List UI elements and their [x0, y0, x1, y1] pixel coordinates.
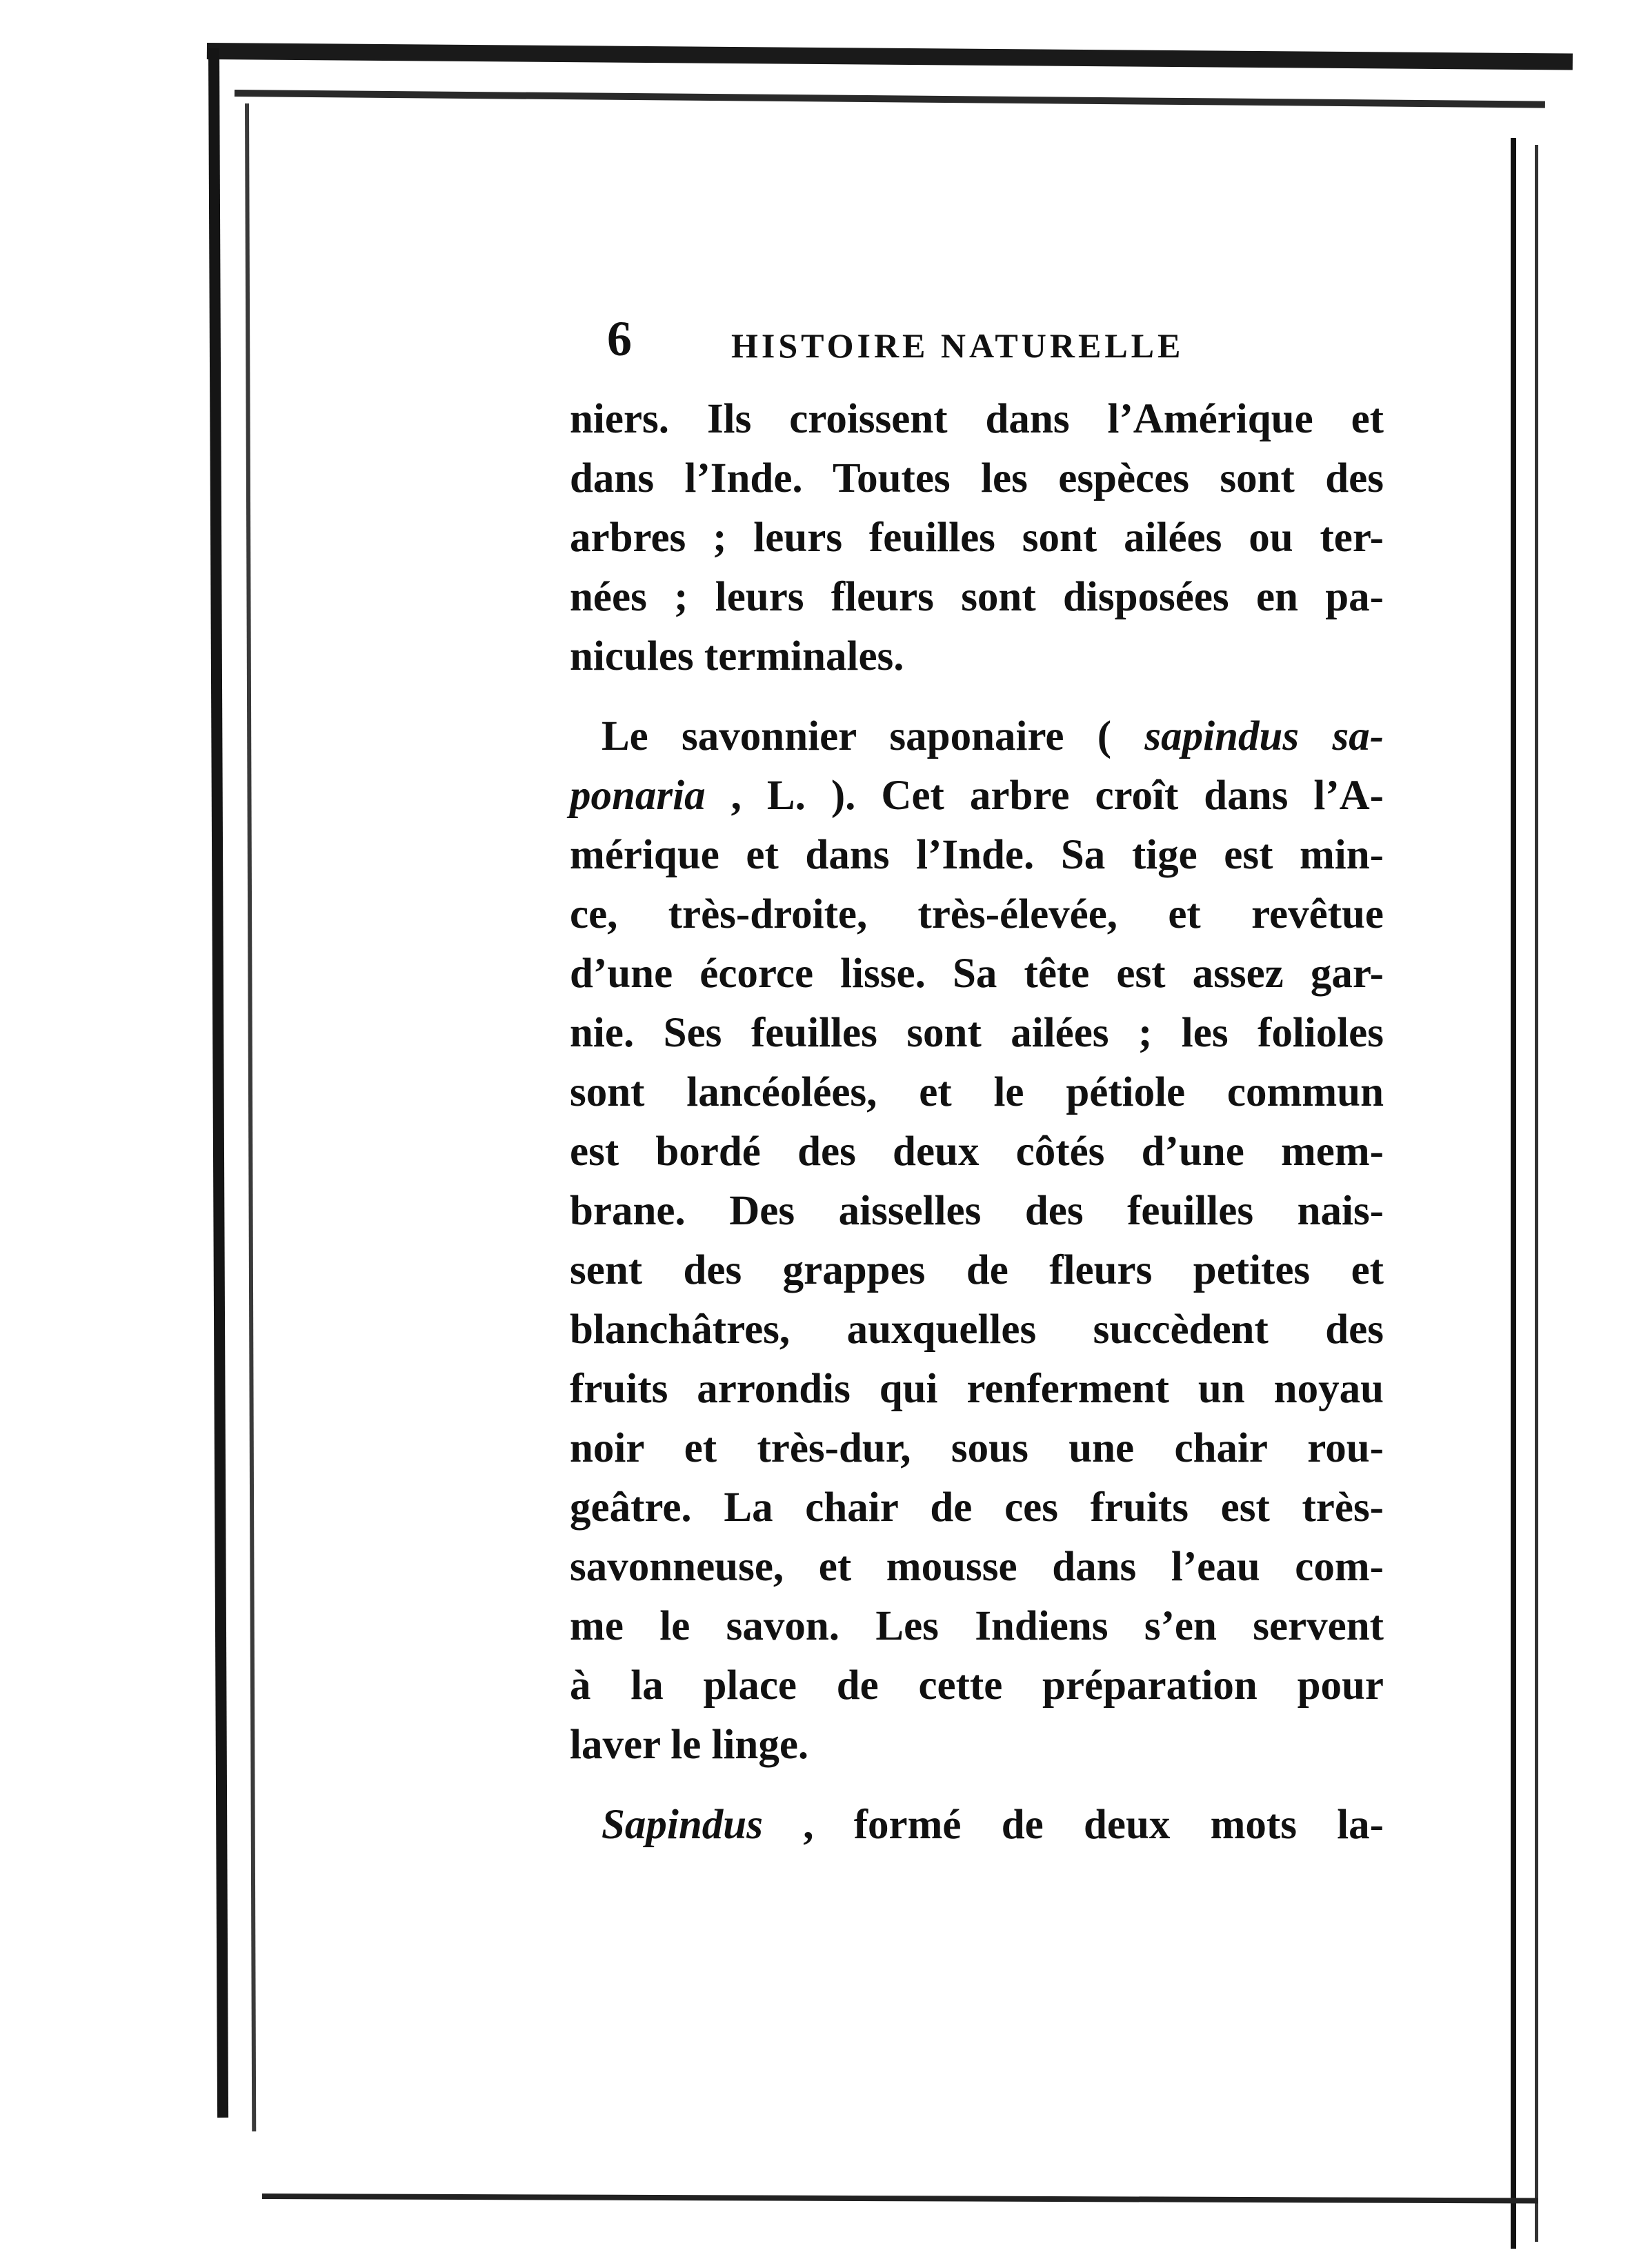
text-line: d’une écorce lisse. Sa tête est assez gar-	[570, 951, 1384, 997]
text-line: niers. Ils croissent dans l’Amérique et	[570, 396, 1384, 442]
text-line: savonneuse, et mousse dans l’eau com-	[570, 1544, 1384, 1590]
scan-edge-left	[208, 48, 228, 2118]
text-line: blanchâtres, auxquelles succèdent des	[570, 1306, 1384, 1353]
text-line: noir et très-dur, sous une chair rou-	[570, 1425, 1384, 1471]
body-text	[570, 390, 1384, 1855]
text-line: nicules terminales.	[570, 633, 904, 679]
text-line: nées ; leurs fleurs sont disposées en pa-	[570, 574, 1384, 620]
text-line	[570, 766, 1384, 826]
italic-run: Sapindus	[602, 1802, 763, 1848]
scan-edge-bottom	[262, 2194, 1538, 2203]
text-line: fruits arrondis qui renferment un noyau	[570, 1366, 1384, 1412]
text-line: arbres ; leurs feuilles sont ailées ou ter-	[570, 515, 1384, 561]
italic-run: sapindus sa-	[1144, 713, 1384, 759]
text-line: laver le linge.	[570, 1722, 809, 1768]
text-line: à la place de cette préparation pour	[570, 1662, 1384, 1709]
text-line: me le savon. Les Indiens s’en servent	[570, 1603, 1384, 1649]
text-run: Le savonnier saponaire (	[602, 713, 1145, 759]
text-line: sont lancéolées, et le pétiole commun	[570, 1069, 1384, 1115]
running-head	[607, 310, 1380, 379]
scan-edge-left-inner	[245, 103, 256, 2131]
text-line: dans l’Inde. Toutes les espèces sont des	[570, 455, 1384, 501]
scan-edge-right	[1511, 138, 1516, 2249]
text-line: geâtre. La chair de ces fruits est très-	[570, 1484, 1384, 1531]
text-run: , L. ). Cet arbre croît dans l’A-	[705, 773, 1384, 819]
text-line: est bordé des deux côtés d’une mem-	[570, 1128, 1384, 1175]
page-number: 6	[607, 311, 632, 366]
scan-edge-top	[207, 43, 1573, 70]
running-title: HISTOIRE NATURELLE	[731, 326, 1184, 365]
text-line	[570, 1796, 1384, 1855]
italic-run: ponaria	[570, 773, 706, 819]
text-line: brane. Des aisselles des feuilles nais-	[570, 1188, 1384, 1234]
text-line: sent des grappes de fleurs petites et	[570, 1247, 1384, 1293]
text-line	[570, 707, 1384, 766]
scan-edge-right-inner	[1535, 145, 1538, 2242]
text-line: ce, très-droite, très-élevée, et revêtue	[570, 891, 1384, 937]
text-line: mérique et dans l’Inde. Sa tige est min-	[570, 832, 1384, 878]
text-line: nie. Ses feuilles sont ailées ; les folioles	[570, 1010, 1384, 1056]
text-run: , formé de deux mots la-	[762, 1802, 1384, 1848]
